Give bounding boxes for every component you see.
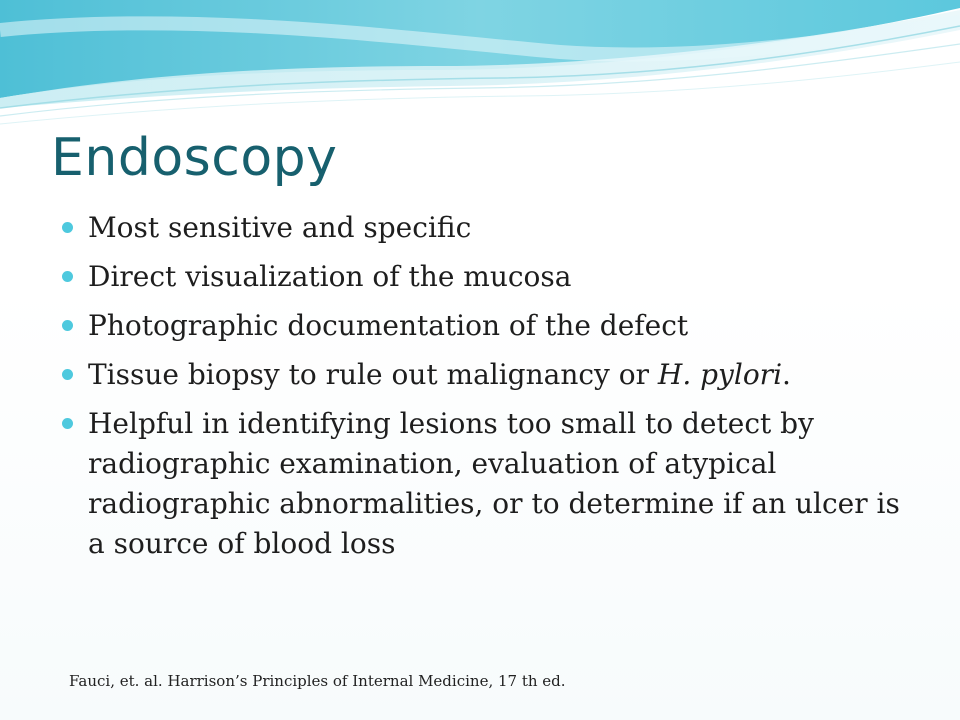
bullet-item: [60, 257, 920, 297]
bullet-item: [60, 355, 920, 395]
bullet-text: Most sensitive and specific: [88, 211, 472, 244]
bullet-dot-icon: [62, 320, 73, 331]
bullet-item: [60, 208, 920, 248]
bullet-text: Photographic documentation of the defect: [88, 309, 689, 342]
bullet-dot-icon: [62, 418, 73, 429]
bullet-dot-icon: [62, 222, 73, 233]
bullet-text-italic: H. pylori: [657, 358, 783, 391]
slide-title: Endoscopy: [51, 128, 338, 188]
bullet-item: [60, 306, 920, 346]
bullet-list: [60, 208, 920, 573]
bullet-dot-icon: [62, 369, 73, 380]
bullet-text-start: Tissue biopsy to rule out malignancy or: [88, 358, 658, 391]
bullet-dot-icon: [62, 271, 73, 282]
bullet-text-end: .: [782, 358, 791, 391]
citation: Fauci, et. al. Harrison’s Principles of Internal Medicine, 17 th ed.: [69, 672, 566, 690]
bullet-item: [60, 404, 908, 564]
bullet-text: Helpful in identifying lesions too small to detect by radiographic examination, evaluation of atypical radiographic abnormalities, or to determine if an ulcer is a source of blood loss: [88, 407, 900, 560]
bullet-text: Direct visualization of the mucosa: [88, 260, 572, 293]
decorative-wave-header: [0, 0, 960, 130]
